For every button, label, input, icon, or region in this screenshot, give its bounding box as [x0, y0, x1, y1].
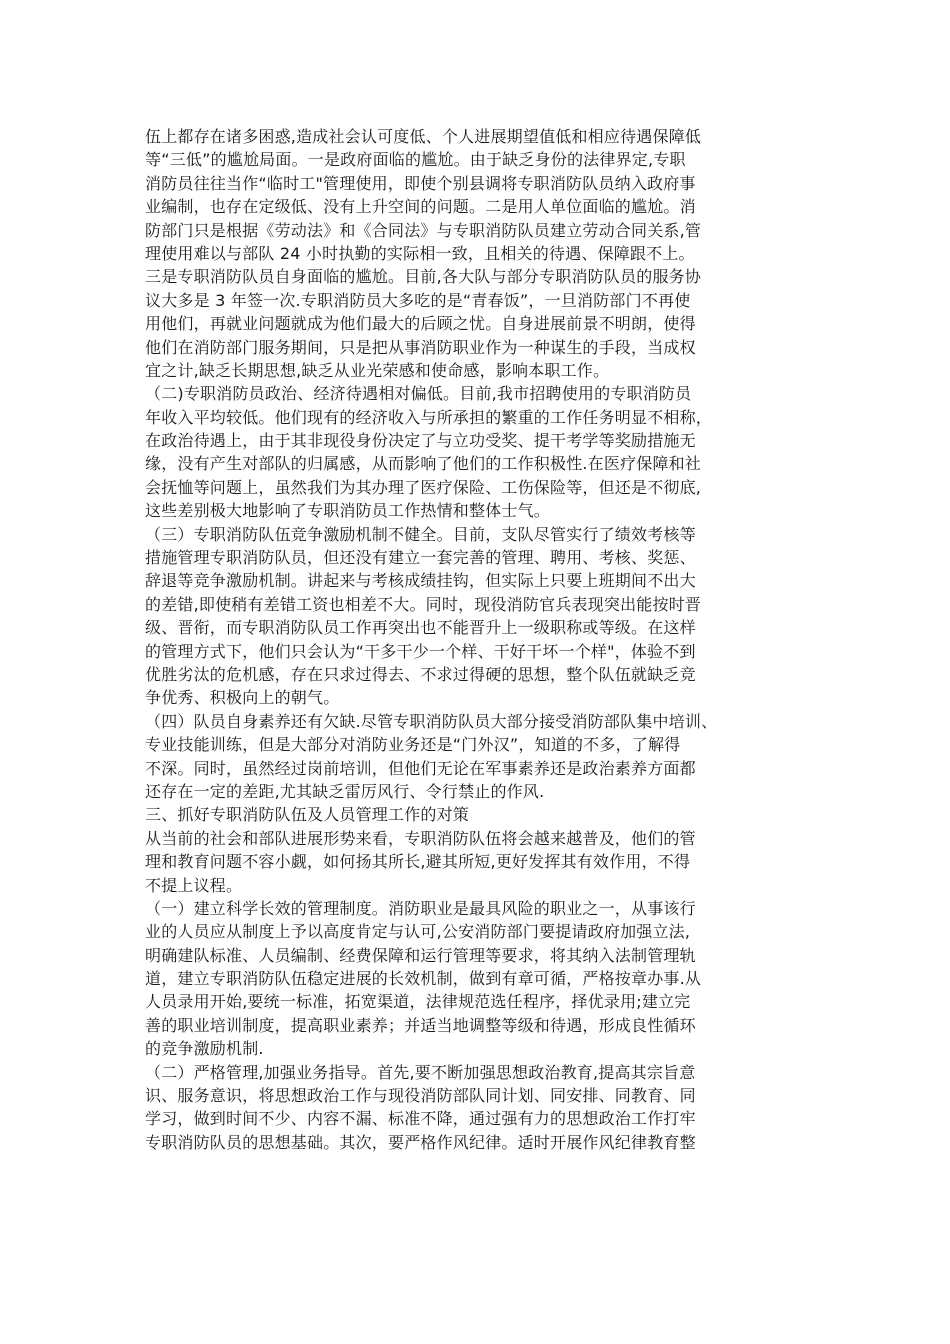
text-line: 年收入平均较低。他们现有的经济收入与所承担的繁重的工作任务明显不相称， — [145, 407, 713, 427]
text-line: 理使用难以与部队 24 小时执勤的实际相一致，且相关的待遇、保障跟不上。 — [145, 243, 695, 263]
text-line: 专业技能训练，但是大部分对消防业务还是“门外汉”，知道的不多，了解得 — [145, 735, 681, 755]
text-line: 业编制，也存在定级低、没有上升空间的问题。二是用人单位面临的尴尬。消 — [145, 197, 696, 217]
text-line: 人员录用开始,要统一标准，拓宽渠道，法律规范选任程序，择优录用;建立完 — [145, 992, 691, 1012]
text-line: 的差错,即使稍有差错工资也相差不大。同时，现役消防官兵表现突出能按时晋 — [145, 594, 702, 614]
text-line: 辞退等竞争激励机制。讲起来与考核成绩挂钩，但实际上只要上班期间不出大 — [145, 571, 696, 591]
text-line: 防部门只是根据《劳动法》和《合同法》与专职消防队员建立劳动合同关系,管 — [145, 220, 702, 240]
text-line: 专职消防队员的思想基础。其次，要严格作风纪律。适时开展作风纪律教育整 — [145, 1132, 696, 1152]
text-line: 不深。同时，虽然经过岗前培训，但他们无论在军事素养还是政治素养方面都 — [145, 758, 696, 778]
text-line: 明确建队标准、人员编制、经费保障和运行管理等要求，将其纳入法制管理轨 — [145, 945, 696, 965]
text-line: 这些差别极大地影响了专职消防员工作热情和整体士气。 — [145, 501, 551, 521]
text-line: 道，建立专职消防队伍稳定进展的长效机制，做到有章可循，严格按章办事.从 — [145, 969, 702, 989]
text-line: 不提上议程。 — [145, 875, 243, 895]
text-line: 议大多是 3 年签一次.专职消防员大多吃的是“青春饭”，一旦消防部门不再使 — [145, 290, 691, 310]
text-line: 措施管理专职消防队员，但还没有建立一套完善的管理、聘用、考核、奖惩、 — [145, 548, 696, 568]
text-line: 用他们，再就业问题就成为他们最大的后顾之忧。自身进展前景不明朗，使得 — [145, 314, 696, 334]
text-line: 他们在消防部门服务期间，只是把从事消防职业作为一种谋生的手段，当成权 — [145, 337, 696, 357]
text-line: 消防员往往当作“临时工"管理使用，即使个别县调将专职消防队员纳入政府事 — [145, 173, 696, 193]
text-line: （三）专职消防队伍竞争激励机制不健全。目前，支队尽管实行了绩效考核等 — [145, 524, 696, 544]
section-heading: 三、抓好专职消防队伍及人员管理工作的对策 — [145, 805, 470, 825]
text-line: 识、服务意识，将思想政治工作与现役消防部队同计划、同安排、同教育、同 — [145, 1086, 696, 1106]
text-line: （四）队员自身素养还有欠缺.尽管专职消防队员大部分接受消防部队集中培训、 — [145, 711, 718, 731]
text-line: 争优秀、积极向上的朝气。 — [145, 688, 340, 708]
text-line: 三是专职消防队员自身面临的尴尬。目前,各大队与部分专职消防队员的服务协 — [145, 267, 702, 287]
text-line: 级、晋衔，而专职消防队员工作再突出也不能晋升上一级职称或等级。在这样 — [145, 618, 696, 638]
text-line: 善的职业培训制度，提高职业素养；并适当地调整等级和待遇，形成良性循环 — [145, 1015, 696, 1035]
text-line: 缘，没有产生对部队的归属感，从而影响了他们的工作积极性.在医疗保障和社 — [145, 454, 702, 474]
text-line: 的竞争激励机制. — [145, 1039, 264, 1059]
text-line: （一）建立科学长效的管理制度。消防职业是最具风险的职业之一，从事该行 — [145, 898, 696, 918]
text-line: 会抚恤等问题上，虽然我们为其办理了医疗保险、工伤保险等，但还是不彻底, — [145, 477, 702, 497]
text-line: 从当前的社会和部队进展形势来看，专职消防队伍将会越来越普及，他们的管 — [145, 828, 696, 848]
text-line: 在政治待遇上，由于其非现役身份决定了与立功受奖、提干考学等奖励措施无 — [145, 431, 696, 451]
text-line: （二)专职消防员政治、经济待遇相对偏低。目前,我市招聘使用的专职消防员 — [145, 384, 692, 404]
text-line: 业的人员应从制度上予以高度肯定与认可,公安消防部门要提请政府加强立法, — [145, 922, 691, 942]
text-line: （二）严格管理,加强业务指导。首先,要不断加强思想政治教育,提高其宗旨意 — [145, 1062, 696, 1082]
text-line: 的管理方式下，他们只会认为“干多干少一个样、干好干坏一个样"，体验不到 — [145, 641, 696, 661]
text-line: 伍上都存在诸多困惑,造成社会认可度低、个人进展期望值低和相应待遇保障低 — [145, 127, 702, 146]
text-line: 理和教育问题不容小觑，如何扬其所长,避其所短,更好发挥其有效作用，不得 — [145, 852, 691, 872]
text-line: 等“三低”的尴尬局面。一是政府面临的尴尬。由于缺乏身份的法律界定,专职 — [145, 150, 686, 170]
text-line: 还存在一定的差距,尤其缺乏雷厉风行、令行禁止的作风. — [145, 781, 545, 801]
text-line: 学习，做到时间不少、内容不漏、标准不降，通过强有力的思想政治工作打牢 — [145, 1109, 696, 1129]
text-line: 优胜劣汰的危机感，存在只求过得去、不求过得硬的思想，整个队伍就缺乏竞 — [145, 664, 696, 684]
body-text — [145, 125, 825, 1154]
text-line: 宜之计,缺乏长期思想,缺乏从业光荣感和使命感，影响本职工作。 — [145, 360, 610, 380]
